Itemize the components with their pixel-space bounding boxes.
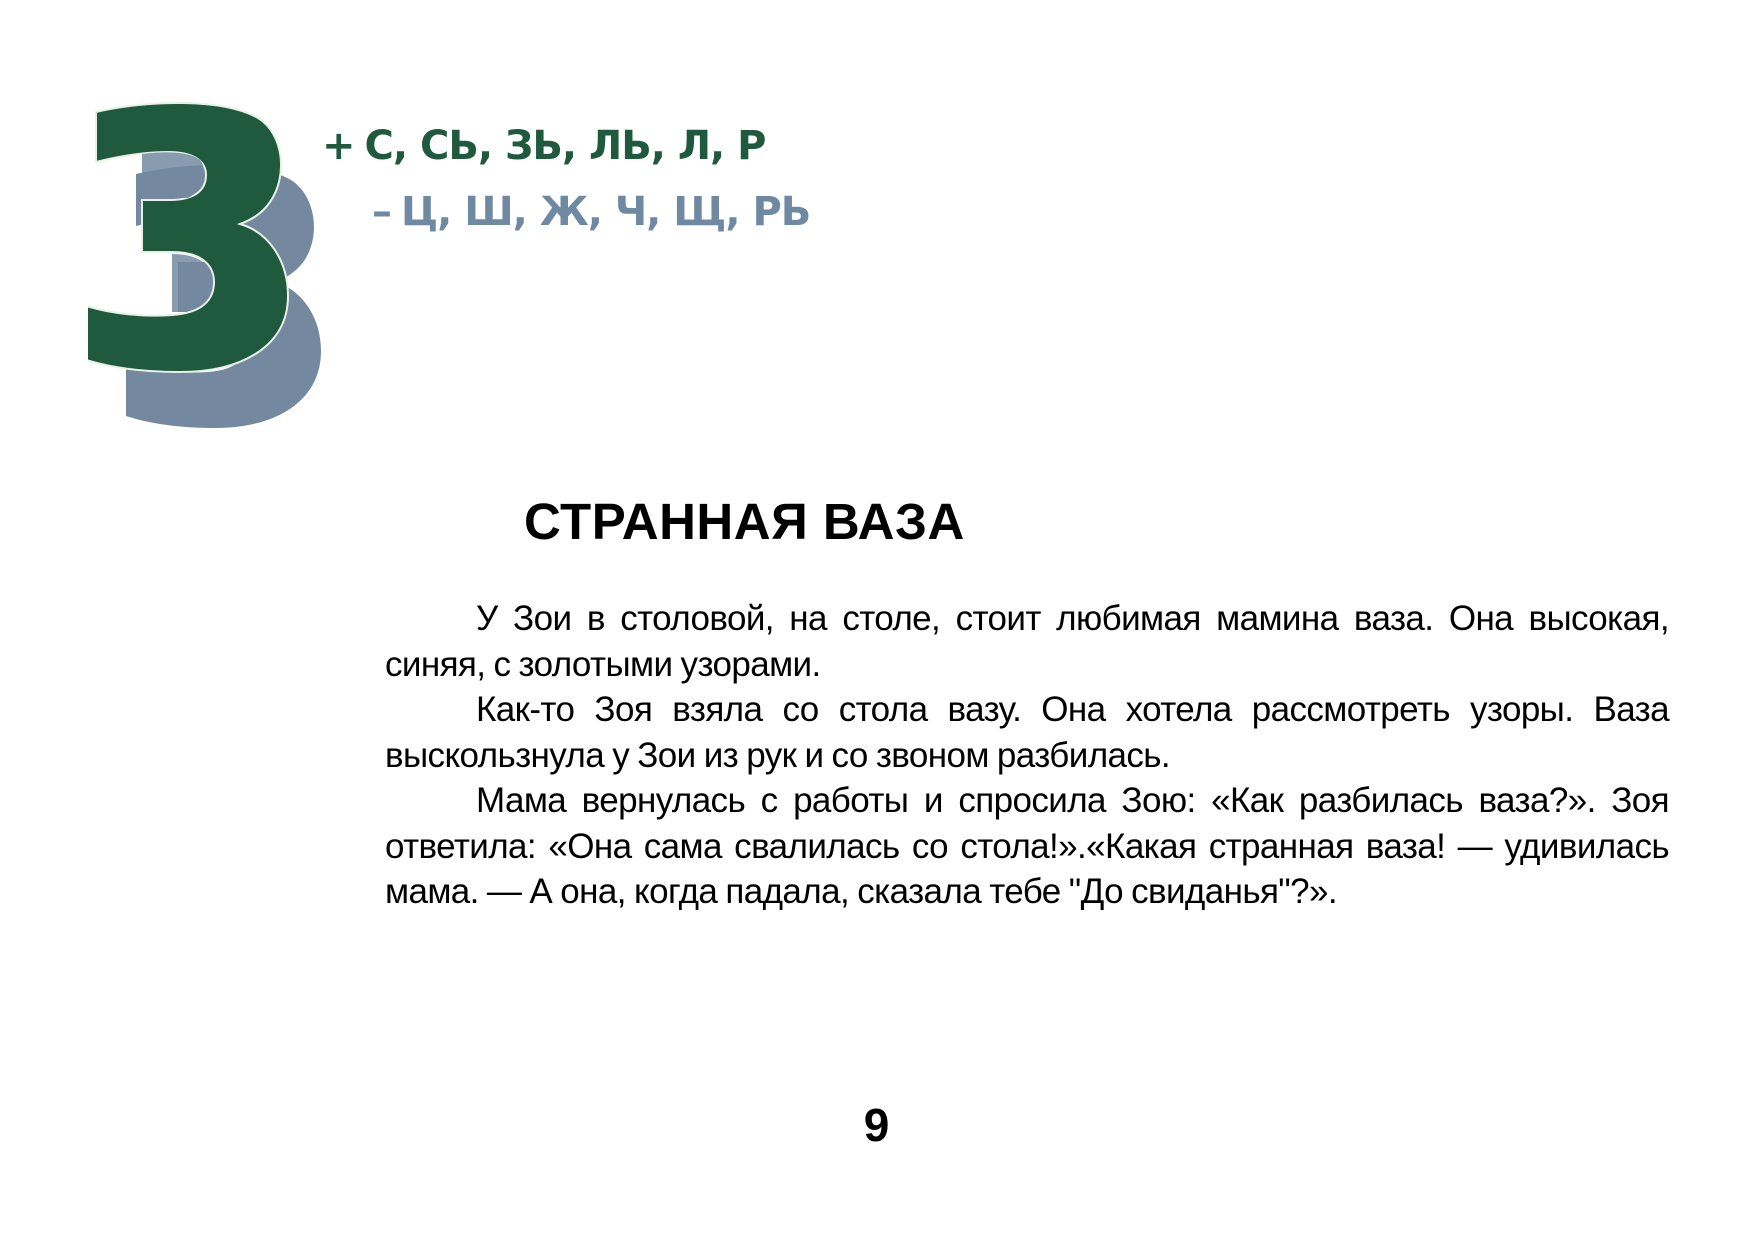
story-title: СТРАННАЯ ВАЗА: [524, 493, 965, 550]
letter-z-graphic: [88, 100, 348, 440]
sounds-to-practice: [322, 122, 765, 170]
sounds-to-avoid: [372, 188, 810, 236]
plus-sounds-list: С, СЬ, ЗЬ, ЛЬ, Л, Р: [364, 123, 766, 169]
story-paragraph-3: Мама вернулась с работы и спросила Зою: «Как разбилась ваза?». Зоя ответила: «Она сама свалилась со стола!».«Какая странная ваза! — удивилась мама. — А она, когда падала, сказала тебе "До свиданья"?».: [385, 781, 1669, 911]
story-body: [385, 596, 1669, 915]
minus-sounds-list: Ц, Ш, Ж, Ч, Щ, РЬ: [401, 189, 811, 235]
story-paragraph-2: Как-то Зоя взяла со стола вазу. Она хотела рассмотреть узоры. Ваза выскользнула у Зои из рук и со звоном разбилась.: [385, 690, 1669, 775]
minus-sign: –: [372, 189, 391, 235]
story-paragraph-1: У Зои в столовой, на столе, стоит любимая мамина ваза. Она высокая, синяя, с золотыми узорами.: [385, 599, 1669, 684]
page-number: 9: [863, 1099, 890, 1151]
plus-sign: +: [322, 123, 355, 169]
letter-z-logo-icon: [88, 100, 348, 440]
